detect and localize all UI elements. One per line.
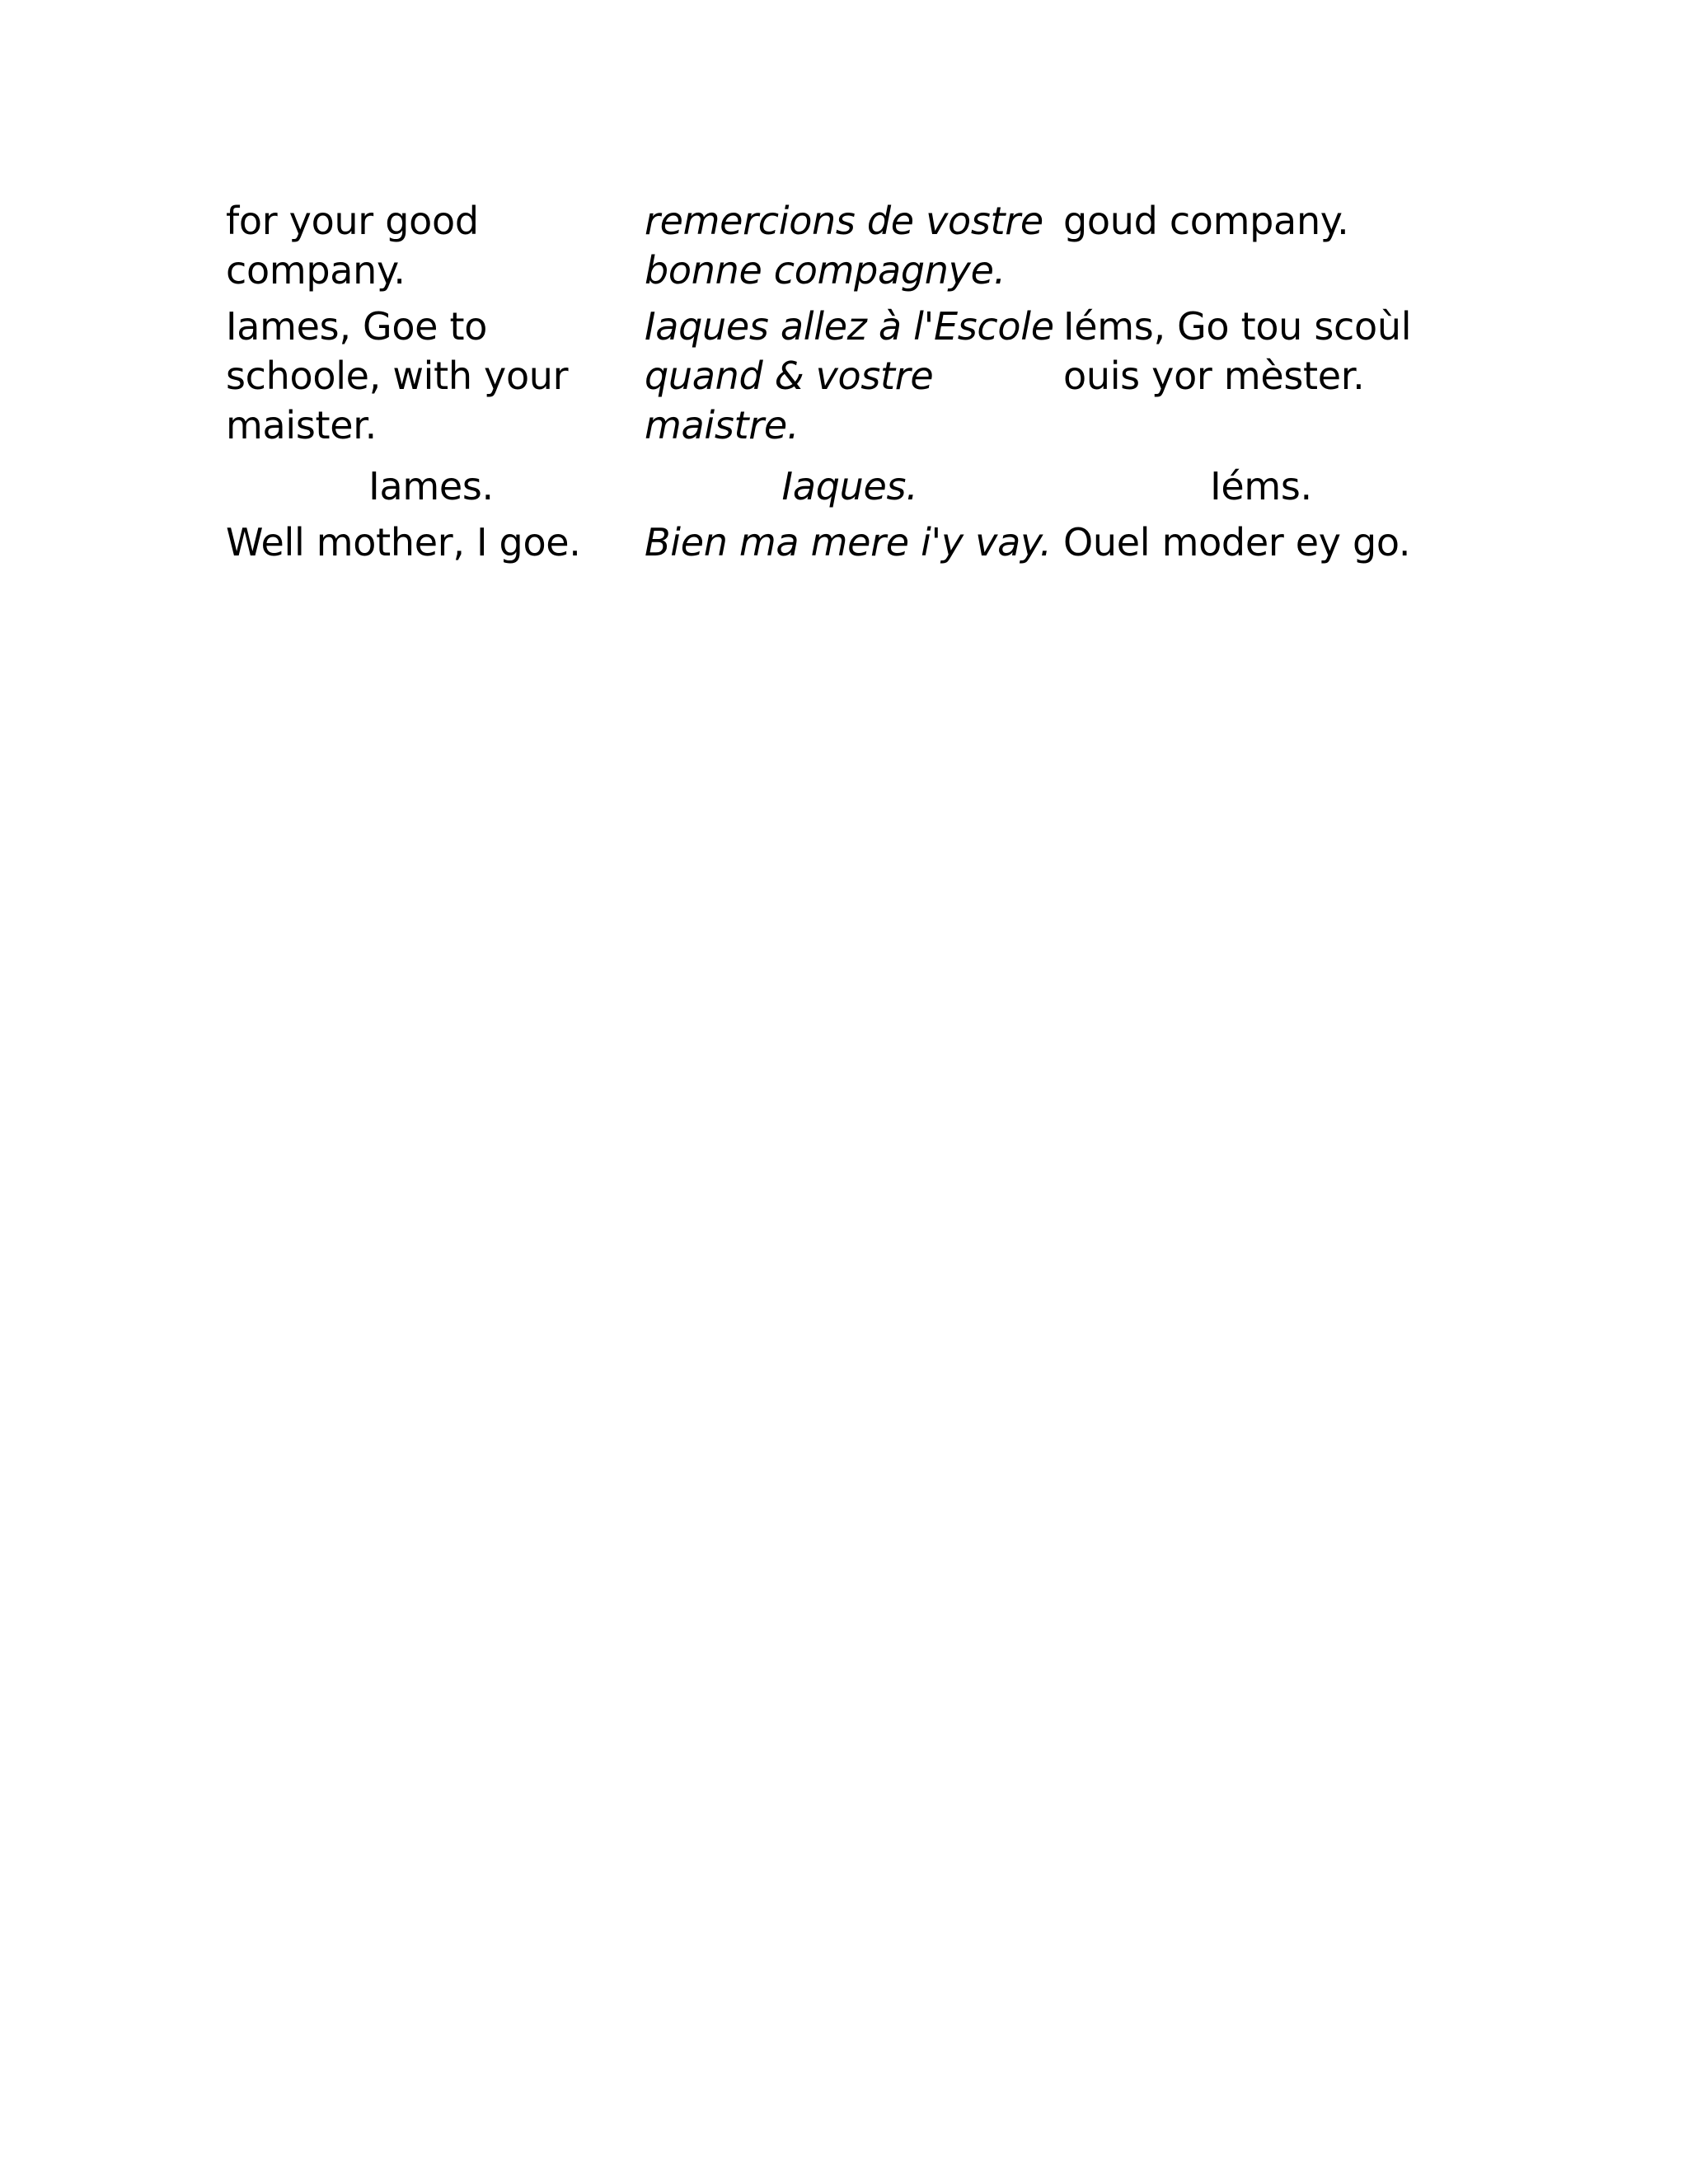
- speaker-row: [224, 462, 1465, 518]
- french-text: Bien ma mere i'y vay.: [645, 520, 1052, 565]
- french-speaker-name: Iaques.: [781, 464, 918, 509]
- english-text: Well mother, I goe.: [226, 520, 581, 565]
- english-text: for your good company.: [226, 199, 479, 293]
- parallel-text-table: [224, 196, 1465, 567]
- english-speaker-name: Iames.: [368, 464, 494, 509]
- french-text: Iaques allez à l'Escole quand & vostre maistre.: [645, 304, 1054, 448]
- dialogue-row: [224, 196, 1465, 302]
- phonetic-speaker-name: Iéms.: [1210, 464, 1312, 509]
- phonetic-text: Ouel moder ey go.: [1063, 520, 1411, 565]
- phonetic-text: goud company.: [1063, 199, 1349, 243]
- dialogue-row: [224, 518, 1465, 567]
- english-text: Iames, Goe to schoole, with your maister.: [226, 304, 569, 448]
- phonetic-text: Iéms, Go tou scoùl ouis yor mèster.: [1063, 304, 1412, 398]
- french-text: remercions de vostre bonne compagnye.: [645, 199, 1043, 293]
- dialogue-row: [224, 302, 1465, 462]
